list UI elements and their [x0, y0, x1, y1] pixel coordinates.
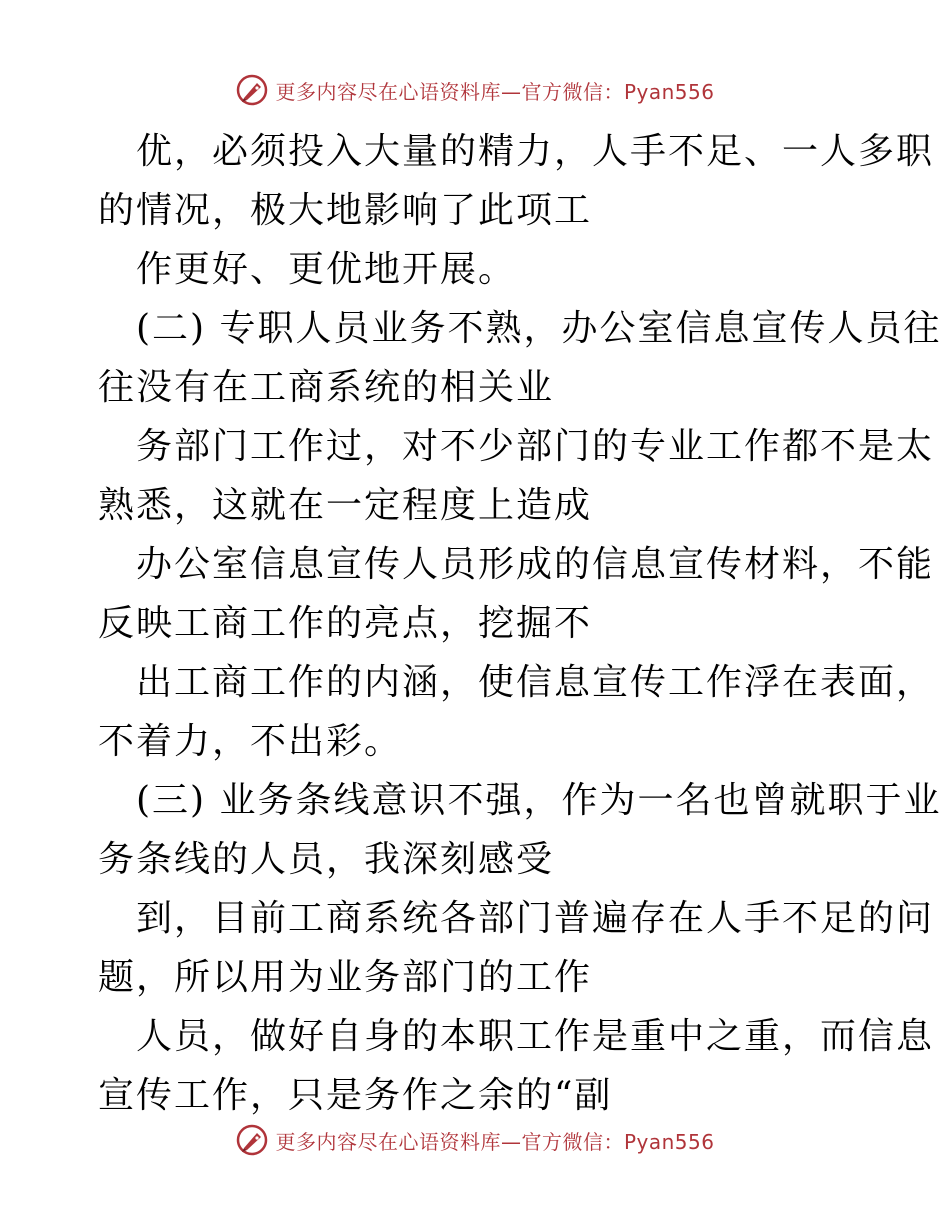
- text-line: 的情况，极大地影响了此项工: [98, 190, 593, 231]
- text-line: 办公室信息宣传人员形成的信息宣传材料，不能: [136, 544, 935, 585]
- header-banner: [0, 70, 950, 110]
- text-line: 人员，做好自身的本职工作是重中之重，而信息: [136, 1016, 935, 1057]
- header-banner-text: 更多内容尽在心语资料库—官方微信：Pyan556: [275, 79, 715, 104]
- text-line: 优，必须投入大量的精力，人手不足、一人多职: [136, 131, 935, 172]
- pen-nib-logo-icon: [235, 1123, 269, 1157]
- footer-banner: [0, 1120, 950, 1160]
- text-line: 题，所以用为业务部门的工作: [98, 957, 593, 998]
- text-line: (三) 业务条线意识不强，作为一名也曾就职于业: [136, 780, 942, 821]
- text-line: 出工商工作的内涵，使信息宣传工作浮在表面，: [136, 662, 935, 703]
- text-line: 作更好、更优地开展。: [136, 249, 517, 290]
- text-line: 到，目前工商系统各部门普遍存在人手不足的问: [136, 898, 935, 939]
- text-line: 往没有在工商系统的相关业: [98, 367, 555, 408]
- text-line: 宣传工作，只是务作之余的“副: [98, 1075, 613, 1116]
- text-line: (二) 专职人员业务不熟，办公室信息宣传人员往: [136, 308, 942, 349]
- text-line: 务条线的人员，我深刻感受: [98, 839, 555, 880]
- text-line: 熟悉，这就在一定程度上造成: [98, 485, 593, 526]
- text-line: 务部门工作过，对不少部门的专业工作都不是太: [136, 426, 935, 467]
- document-body: [98, 122, 942, 1125]
- text-line: 反映工商工作的亮点，挖掘不: [98, 603, 593, 644]
- footer-banner-text: 更多内容尽在心语资料库—官方微信：Pyan556: [275, 1129, 715, 1154]
- text-line: 不着力，不出彩。: [98, 721, 403, 762]
- pen-nib-logo-icon: [235, 73, 269, 107]
